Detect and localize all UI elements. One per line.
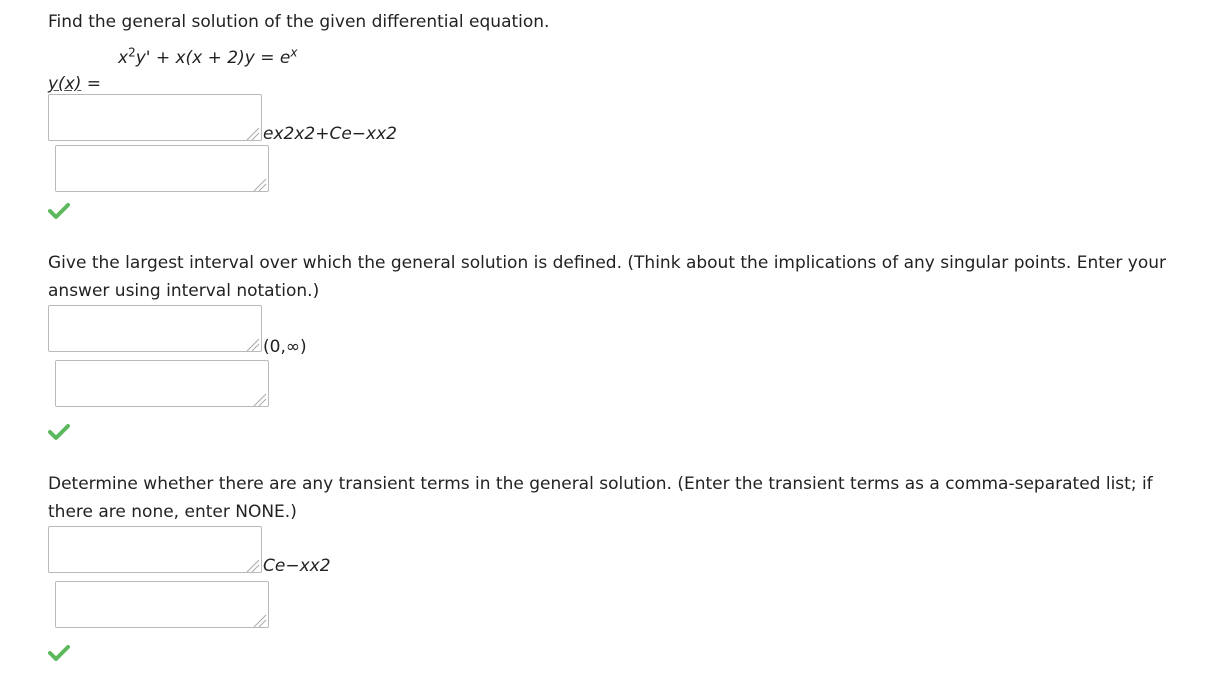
interval-input-secondary[interactable] [55,360,269,407]
resize-grip-icon[interactable] [244,557,260,573]
interval-input[interactable] [48,305,262,352]
general-solution-input[interactable] [48,94,262,141]
differential-equation [118,45,298,68]
transient-terms-input[interactable] [48,526,262,573]
equation-body: y' + x(x + 2)y = e [135,48,291,68]
resize-grip-icon[interactable] [251,176,267,192]
function-label [48,74,101,94]
function-name: y(x) [48,74,82,94]
transient-terms-input-secondary[interactable] [55,581,269,628]
transient-terms-answer: Ce−xx2 [263,556,331,576]
interval-answer: (0,∞) [263,337,307,357]
resize-grip-icon[interactable] [251,391,267,407]
equation-exponent-2: 2 [128,45,136,60]
resize-grip-icon[interactable] [244,125,260,141]
equation-x: x [118,48,129,68]
checkmark-icon [48,202,70,220]
interval-prompt: Give the largest interval over which the general solution is defined. (Think about the implications of any singular points. Enter your answer using interval notation.) [48,253,1166,301]
checkmark-icon [48,644,70,662]
general-solution-input-secondary[interactable] [55,145,269,192]
transient-terms-prompt: Determine whether there are any transient terms in the general solution. (Enter the transient terms as a comma-separated list; if there are none, enter NONE.) [48,474,1153,522]
general-solution-answer: ex2x2+Ce−xx2 [263,124,397,144]
resize-grip-icon[interactable] [244,336,260,352]
resize-grip-icon[interactable] [251,612,267,628]
checkmark-icon [48,423,70,441]
equals-sign: = [86,74,102,94]
question-prompt: Find the general solution of the given differential equation. [48,12,550,32]
equation-exponent-x: x [290,45,298,60]
